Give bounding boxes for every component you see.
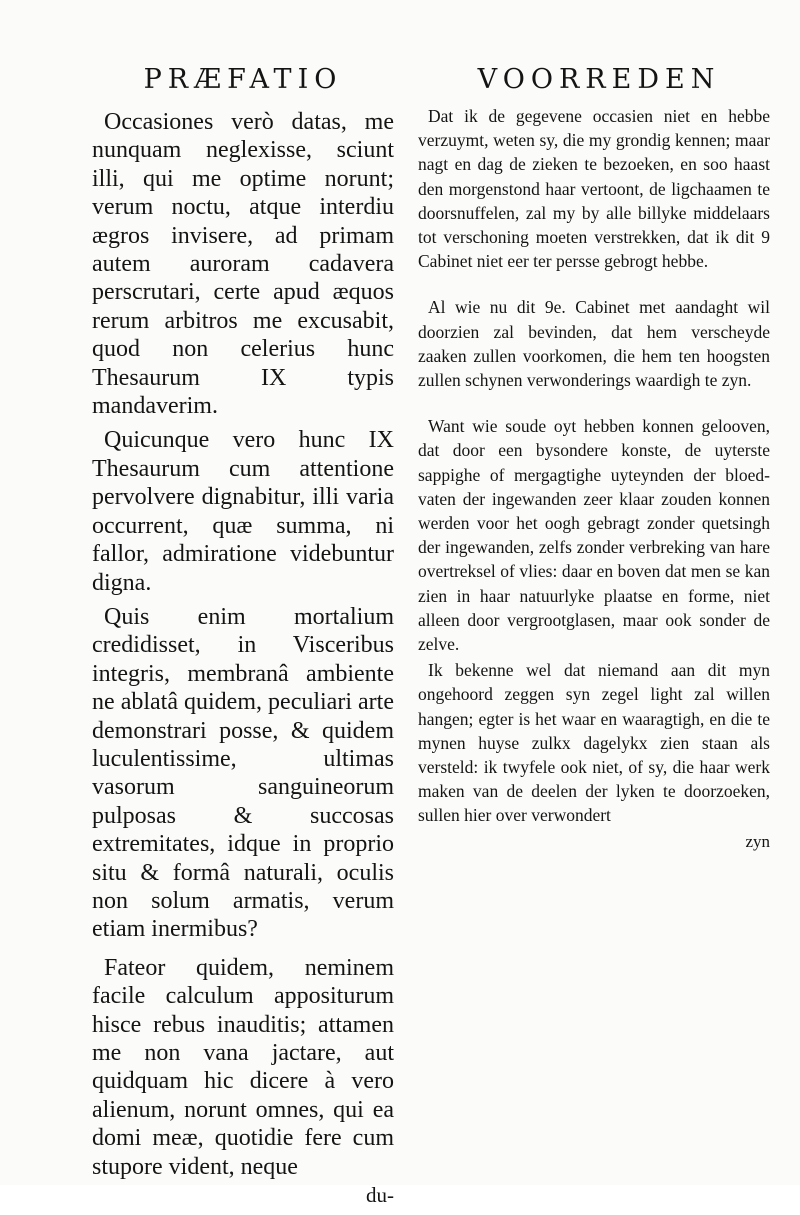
dutch-paragraph-2: Al wie nu dit 9e. Cabinet met aandaght wil doorzien zal bevinden, dat hem verscheyde zaaken zullen voorkomen, die hem ten hoogsten zullen schynen verwonderings waardigh te zyn. <box>418 297 770 391</box>
latin-paragraph-2: Quicunque vero hunc IX Thesaurum cum attentione pervolvere dignabitur, illi varia occurrent, quæ summa, ni fallor, admiratione videbuntur digna. <box>92 427 394 596</box>
latin-catchword: du- <box>366 1183 394 1208</box>
latin-paragraph-4: Fateor quidem, neminem facile calculum appositurum hisce rebus inauditis; attamen me non vana jactare, aut quidquam hic dicere à vero alienum, norunt omnes, qui ea domi meæ, quotidie fere cum stupore vident, neque <box>92 954 394 1180</box>
dutch-column <box>418 58 770 854</box>
dutch-paragraph-1: Dat ik de gegevene occasien niet en hebbe verzuymt, weten sy, die my grondig kennen; maar nagt en dag de zieken te bezoeken, en soo haast den morgenstond haar vertoont, de ligchaamen te doorsnuffelen, zal my by alle billyke middelaars tot verschoning moeten verstrekken, dat ik dit 9 Cabinet niet eer ter persse gebrogt hebbe. <box>418 106 770 272</box>
latin-paragraph-1: Occasiones verò datas, me nunquam neglexisse, sciunt illi, qui me optime norunt; verum noctu, atque interdiu ægros invisere, ad primam autem auroram cadavera perscrutari, certe apud æquos rerum arbitros me excusabit, quod non celerius hunc Thesaurum IX typis mandaverim. <box>92 109 394 420</box>
dutch-paragraph-3: Want wie soude oyt hebben konnen gelooven, dat door een bysondere konste, de uyterste sappighe of mergagtighe uyteynden der bloed-vaten der ingewanden zeer klaar zouden konnen werden voor het oogh gebragt zonder quetsingh der ingewanden, zelfs zonder verbreking van hare overtreksel of vlies: daar en boven dat men se kan zien in haar natuurlyke plaatse en forme, niet alleen door vergrootglasen, maar ook sonder de zelve. <box>418 416 770 655</box>
latin-paragraph-3: Quis enim mortalium credidisset, in Visceribus integris, membranâ ambiente ne ablatâ quidem, peculiari arte demonstrari posse, & quidem luculentissime, ultimas vasorum sanguineorum pulposas & succosas extremitates, idque in proprio situ & formâ naturali, oculis non solum armatis, verum etiam inermibus? <box>92 603 394 943</box>
latin-column <box>92 58 394 1215</box>
latin-heading: PRÆFATIO <box>143 64 343 95</box>
dutch-paragraph-4: Ik bekenne wel dat niemand aan dit myn ongehoord zeggen syn zegel light zal willen hangen; egter is het waar en waaragtigh, en die te mynen huyse zulkx dagelykx zien staan als versteld: ik twyfele ook niet, of sy, die haar werk maken van de deelen der lyken te doorzoeken, sullen hier over verwondert <box>418 660 770 826</box>
dutch-catchword: zyn <box>745 831 770 851</box>
dutch-heading: VOORREDEN <box>477 64 721 95</box>
